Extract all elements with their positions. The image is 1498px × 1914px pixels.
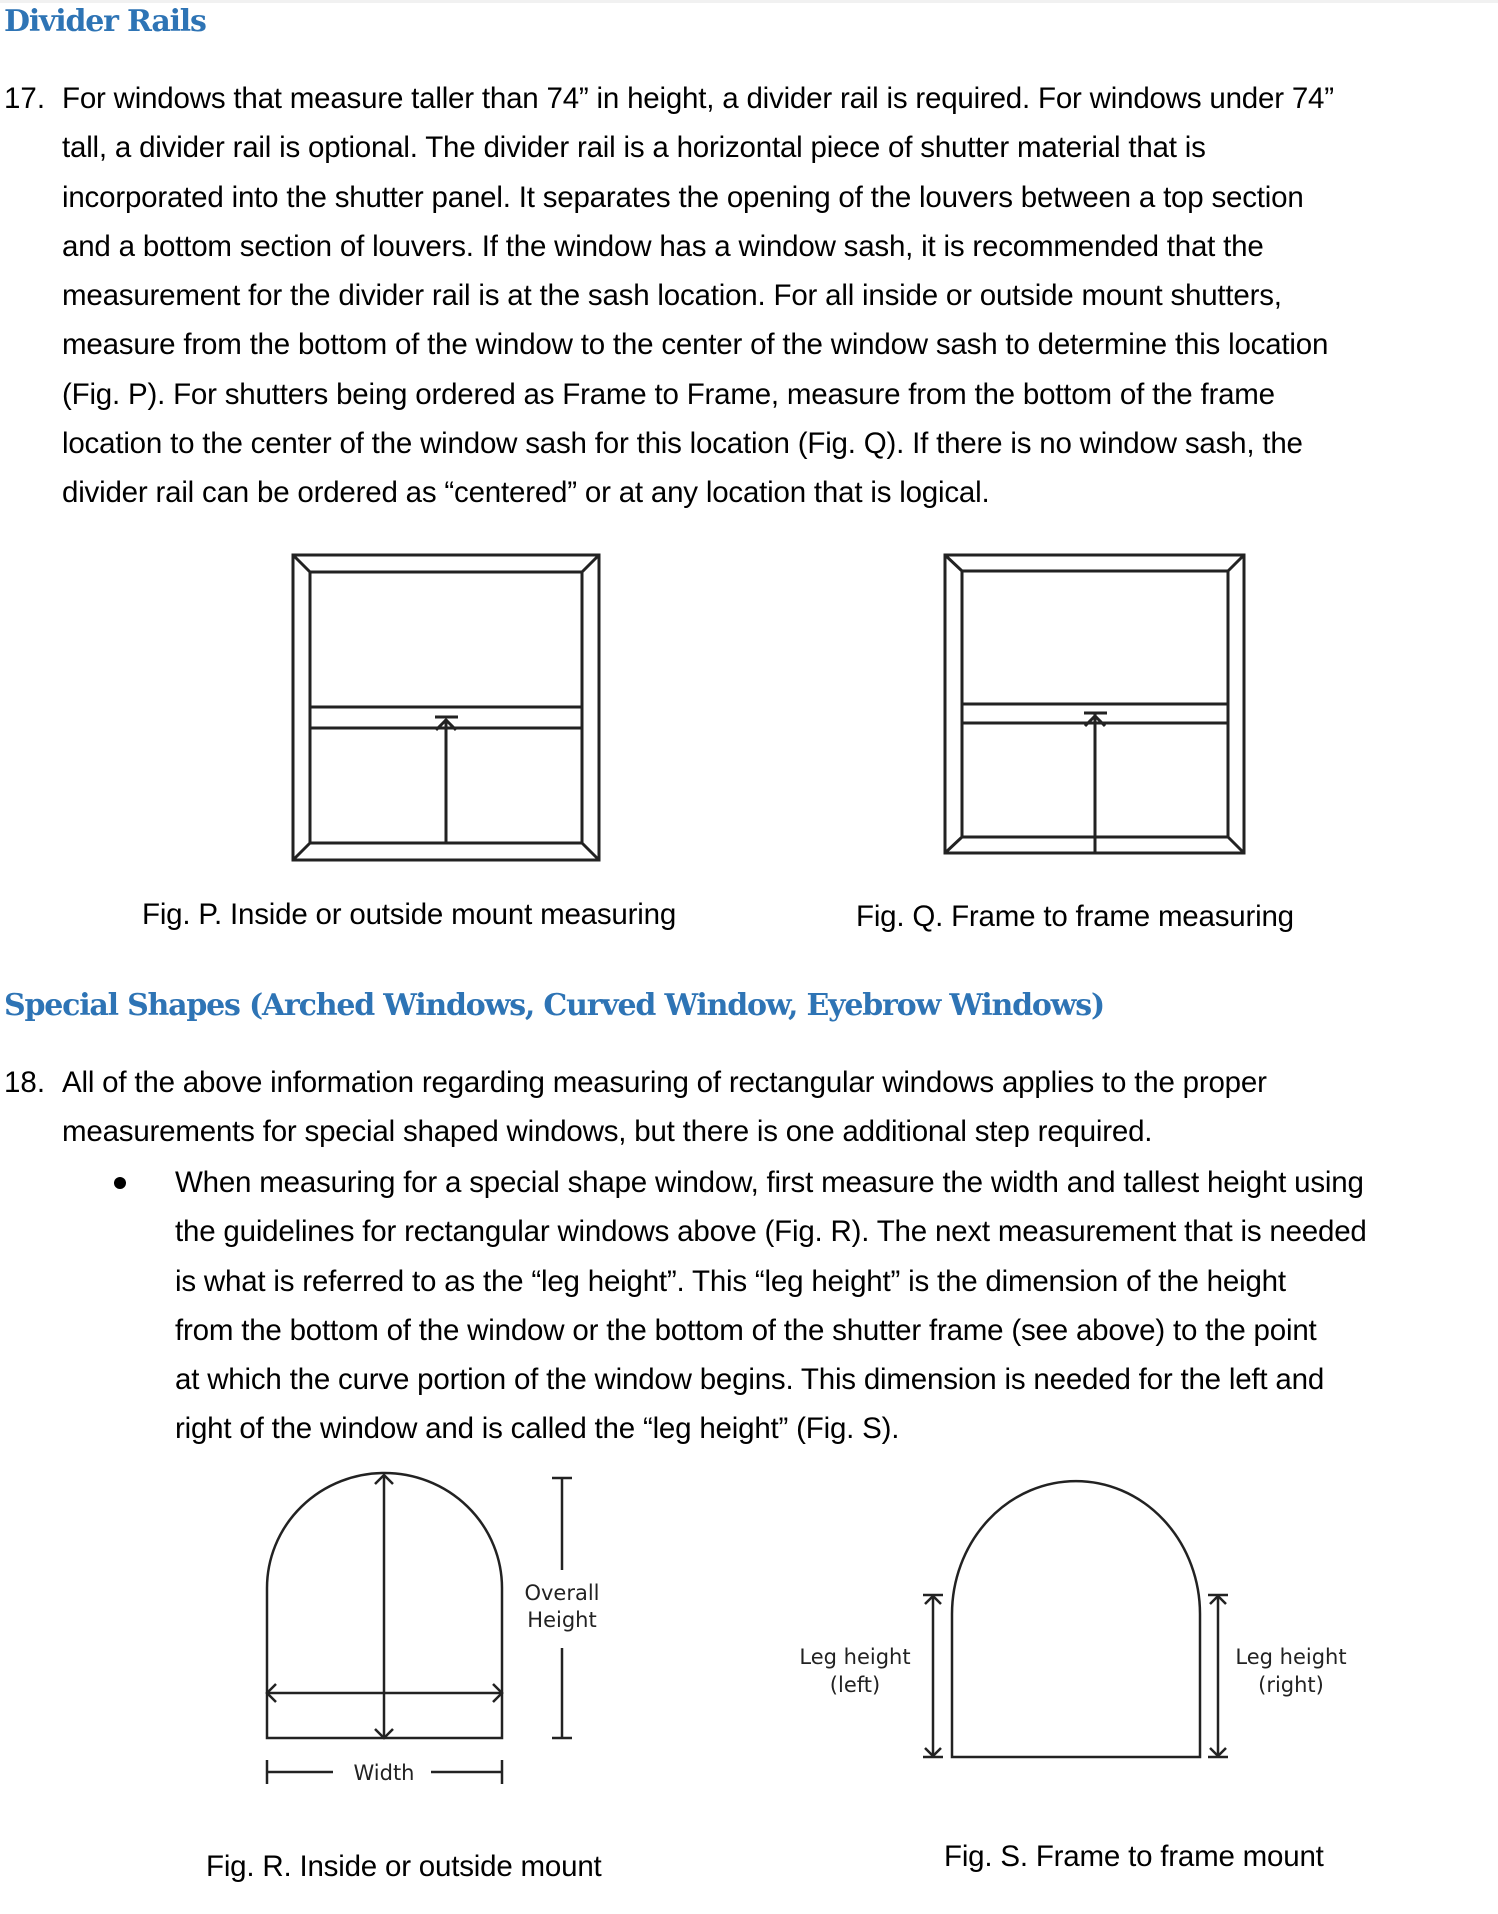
fig-s-label-right-sub: (right) xyxy=(1258,1673,1324,1697)
bullet-point xyxy=(114,1177,126,1189)
fig-s-label-left: Leg height xyxy=(799,1645,911,1669)
figure-r-arch-diagram xyxy=(267,1473,572,1784)
paragraph-line: at which the curve portion of the window begins. This dimension is needed for the left and xyxy=(175,1363,1325,1397)
paragraph-line: from the bottom of the window or the bottom of the shutter frame (see above) to the point xyxy=(175,1313,1317,1347)
paragraph-line: is what is referred to as the “leg height”. This “leg height” is the dimension of the height xyxy=(175,1264,1286,1298)
paragraph-line: right of the window and is called the “leg height” (Fig. S). xyxy=(175,1412,900,1446)
fig-s-label-right: Leg height xyxy=(1235,1645,1347,1669)
fig-s-label-left-sub: (left) xyxy=(829,1673,881,1697)
paragraph-line: tall, a divider rail is optional. The divider rail is a horizontal piece of shutter material that is xyxy=(62,131,1206,165)
heading-special-shapes: Special Shapes (Arched Windows, Curved Window, Eyebrow Windows) xyxy=(4,988,1104,1023)
paragraph-line: location to the center of the window sash for this location (Fig. Q). If there is no window sash, the xyxy=(62,427,1303,461)
bullet-paragraph xyxy=(175,1158,1367,1454)
fig-p-caption: Fig. P. Inside or outside mount measuring xyxy=(142,898,677,931)
paragraph-line: measurement for the divider rail is at the sash location. For all inside or outside mount shutters, xyxy=(62,279,1282,313)
fig-r-caption: Fig. R. Inside or outside mount xyxy=(206,1850,602,1883)
fig-s-caption: Fig. S. Frame to frame mount xyxy=(944,1840,1324,1873)
fig-r-label-height: Height xyxy=(527,1608,597,1632)
paragraph-line: incorporated into the shutter panel. It separates the opening of the louvers between a top section xyxy=(62,180,1304,214)
paragraph-line: For windows that measure taller than 74” in height, a divider rail is required. For windows under 74” xyxy=(62,82,1334,115)
item-number-17: 17. xyxy=(4,82,46,115)
item-18-paragraph xyxy=(62,1058,1267,1157)
paragraph-line: All of the above information regarding measuring of rectangular windows applies to the proper xyxy=(62,1066,1267,1099)
heading-divider-rails: Divider Rails xyxy=(4,4,206,39)
paragraph-line: measurements for special shaped windows, but there is one additional step required. xyxy=(62,1115,1153,1149)
fig-s-arch-outline xyxy=(952,1481,1200,1757)
paragraph-line: the guidelines for rectangular windows above (Fig. R). The next measurement that is needed xyxy=(175,1215,1367,1249)
fig-q-caption: Fig. Q. Frame to frame measuring xyxy=(856,900,1294,933)
paragraph-line: and a bottom section of louvers. If the window has a window sash, it is recommended that the xyxy=(62,229,1264,263)
item-number-18: 18. xyxy=(4,1066,46,1099)
paragraph-line: When measuring for a special shape window, first measure the width and tallest height using xyxy=(175,1166,1364,1199)
figure-q-window-diagram xyxy=(945,555,1244,853)
fig-r-label-width: Width xyxy=(353,1761,415,1785)
figure-s-arch-diagram xyxy=(923,1481,1228,1757)
fig-r-label-overall: Overall xyxy=(524,1581,600,1605)
paragraph-line: divider rail can be ordered as “centered” or at any location that is logical. xyxy=(62,476,990,510)
paragraph-line: (Fig. P). For shutters being ordered as Frame to Frame, measure from the bottom of the frame xyxy=(62,377,1275,411)
figure-p-window-diagram xyxy=(293,555,599,860)
paragraph-line: measure from the bottom of the window to the center of the window sash to determine this location xyxy=(62,328,1329,362)
